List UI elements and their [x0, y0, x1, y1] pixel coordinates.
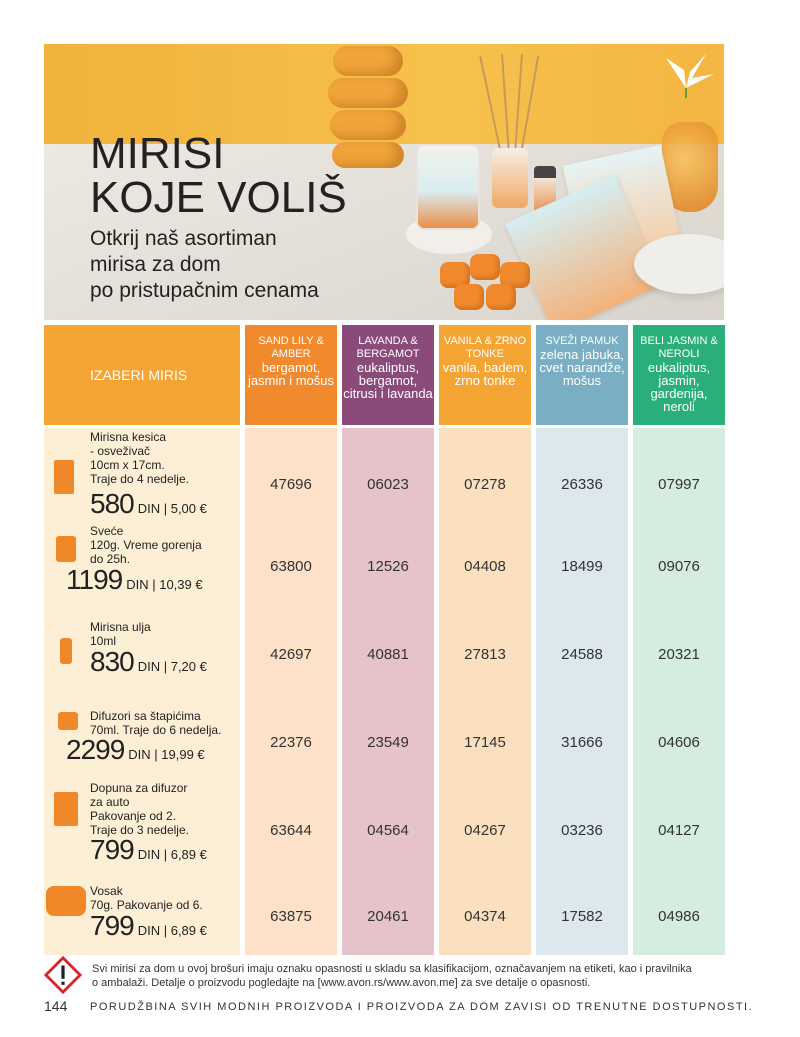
hero-text	[90, 129, 347, 304]
scent-column-header	[633, 325, 725, 425]
price-amount: 799	[90, 834, 134, 865]
product-code: 06023	[367, 476, 409, 493]
reed-diffuser-image	[492, 148, 528, 208]
product-description	[90, 430, 189, 486]
product-code: 42697	[270, 646, 312, 663]
choose-scent-label: IZABERI MIRIS	[90, 367, 188, 383]
scent-column	[633, 325, 725, 955]
price-currency: DIN | 5,00 €	[137, 501, 207, 516]
hero-subtitle	[90, 226, 347, 304]
scent-name: BELI JASMIN & NEROLI	[640, 335, 718, 360]
product-code: 18499	[561, 558, 603, 575]
scent-name: SVEŽI PAMUK	[545, 335, 619, 347]
scent-column	[536, 325, 628, 955]
scent-notes: vanila, badem, zrno tonke	[442, 360, 528, 388]
candle-jar-image	[416, 144, 480, 230]
product-code: 12526	[367, 558, 409, 575]
price-amount: 830	[90, 646, 134, 677]
product-description-line: Pakovanje od 2.	[90, 809, 177, 823]
scent-column	[245, 325, 337, 955]
product-code: 47696	[270, 476, 312, 493]
product-description-line: Difuzori sa štapićima	[90, 709, 201, 723]
scent-notes: eukaliptus, bergamot, citrusi i lavanda	[343, 360, 433, 401]
scent-column	[342, 325, 434, 955]
product-code: 04986	[658, 908, 700, 925]
scent-column-header	[536, 325, 628, 425]
scent-column-header	[439, 325, 531, 425]
scent-notes: zelena jabuka, cvet narandže, mošus	[539, 347, 625, 388]
product-price	[90, 834, 207, 866]
scent-column-header	[342, 325, 434, 425]
car-diffuser-refill-icon	[54, 792, 78, 826]
candle-icon	[56, 536, 76, 562]
product-code: 04606	[658, 734, 700, 751]
product-code: 04408	[464, 558, 506, 575]
product-code: 17582	[561, 908, 603, 925]
scent-column-body	[633, 428, 725, 955]
product-description-line: Vosak	[90, 884, 123, 898]
product-price	[90, 910, 207, 942]
price-currency: DIN | 7,20 €	[137, 659, 207, 674]
price-currency: DIN | 6,89 €	[137, 923, 207, 938]
diffuser-icon	[58, 712, 78, 730]
hazard-warning-icon	[44, 956, 82, 994]
wax-melts-image	[440, 254, 534, 312]
footnote-line-2: o ambalaži. Detalje o proizvodu pogledajte na [www.avon.rs/www.avon.me] za sve detalje o opasnosti.	[92, 977, 591, 989]
product-description	[90, 884, 203, 912]
product-code: 04267	[464, 822, 506, 839]
hero-subtitle-line-1: Otkrij naš asortiman	[90, 227, 277, 250]
product-code: 22376	[270, 734, 312, 751]
product-description	[90, 709, 221, 737]
price-amount: 580	[90, 488, 134, 519]
product-code: 17145	[464, 734, 506, 751]
hero-subtitle-line-3: po pristupačnim cenama	[90, 279, 319, 302]
price-amount: 1199	[66, 564, 123, 595]
scent-column-body	[245, 428, 337, 955]
wax-melt-icon	[46, 886, 86, 916]
product-description-line: Traje do 3 nedelje.	[90, 823, 189, 837]
hero-subtitle-line-2: mirisa za dom	[90, 253, 221, 276]
scent-column-body	[439, 428, 531, 955]
scent-column	[439, 325, 531, 955]
choose-scent-header	[44, 325, 240, 425]
product-description-line: 10ml	[90, 634, 117, 648]
scent-name: VANILA & ZRNO TONKE	[443, 335, 527, 360]
page-number: 144	[44, 998, 68, 1014]
product-price	[66, 734, 205, 766]
scent-name: LAVANDA & BERGAMOT	[356, 335, 420, 360]
price-currency: DIN | 10,39 €	[126, 577, 203, 592]
sachet-icon	[54, 460, 74, 494]
availability-note: PORUDŽBINA SVIH MODNIH PROIZVODA I PROIZVODA ZA DOM ZAVISI OD TRENUTNE DOSTUPNOSTI.	[90, 1001, 754, 1013]
product-description	[90, 620, 151, 648]
product-price	[90, 488, 207, 520]
product-code: 07997	[658, 476, 700, 493]
price-amount: 799	[90, 910, 134, 941]
product-description-line: Mirisna ulja	[90, 620, 151, 634]
scent-column-header	[245, 325, 337, 425]
product-description-line: Traje do 4 nedelje.	[90, 472, 189, 486]
product-description-line: Dopuna za difuzor	[90, 781, 188, 795]
product-description-line: Mirisna kesica	[90, 430, 167, 444]
product-code: 24588	[561, 646, 603, 663]
product-description-line: Sveće	[90, 524, 124, 538]
oil-bottle-icon	[60, 638, 72, 664]
product-description-line: 10cm x 17cm.	[90, 458, 165, 472]
product-code: 07278	[464, 476, 506, 493]
scent-name: SAND LILY & AMBER	[258, 335, 324, 360]
hero-title-line-1: MIRISI	[90, 129, 225, 178]
product-price	[90, 646, 207, 678]
scent-column-body	[536, 428, 628, 955]
fragrance-table	[44, 325, 724, 955]
product-code: 03236	[561, 822, 603, 839]
product-price	[66, 564, 203, 596]
price-currency: DIN | 6,89 €	[137, 847, 207, 862]
product-code: 27813	[464, 646, 506, 663]
hazard-footnote	[92, 962, 732, 990]
product-code: 63800	[270, 558, 312, 575]
product-description	[90, 781, 189, 837]
price-currency: DIN | 19,99 €	[128, 747, 205, 762]
product-code: 20321	[658, 646, 700, 663]
product-description-line: 70ml. Traje do 6 nedelja.	[90, 723, 222, 737]
product-code: 20461	[367, 908, 409, 925]
product-code: 04564	[367, 822, 409, 839]
scent-notes: bergamot, jasmin i mošus	[248, 360, 334, 388]
product-code: 26336	[561, 476, 603, 493]
product-code: 23549	[367, 734, 409, 751]
product-description	[90, 524, 202, 566]
product-description-line: 70g. Pakovanje od 6.	[90, 898, 203, 912]
product-description-line: do 25h.	[90, 552, 131, 566]
product-code: 04374	[464, 908, 506, 925]
product-code: 31666	[561, 734, 603, 751]
scent-notes: eukaliptus, jasmin, gardenija, neroli	[647, 360, 711, 414]
scent-column-body	[342, 428, 434, 955]
product-code: 40881	[367, 646, 409, 663]
product-code: 04127	[658, 822, 700, 839]
hero-banner	[44, 44, 724, 320]
product-description-line: - osveživač	[90, 444, 151, 458]
hero-title-line-2: KOJE VOLIŠ	[90, 173, 347, 222]
lily-flower-image	[656, 48, 716, 98]
product-code: 63875	[270, 908, 312, 925]
product-code: 09076	[658, 558, 700, 575]
product-description-line: 120g. Vreme gorenja	[90, 538, 202, 552]
footnote-line-1: Svi mirisi za dom u ovoj brošuri imaju oznaku opasnosti u skladu sa klasifikacijom, označavanjem na etiketi, kao i pravilnika	[92, 963, 692, 975]
product-code: 63644	[270, 822, 312, 839]
price-amount: 2299	[66, 734, 125, 765]
product-description-line: za auto	[90, 795, 130, 809]
